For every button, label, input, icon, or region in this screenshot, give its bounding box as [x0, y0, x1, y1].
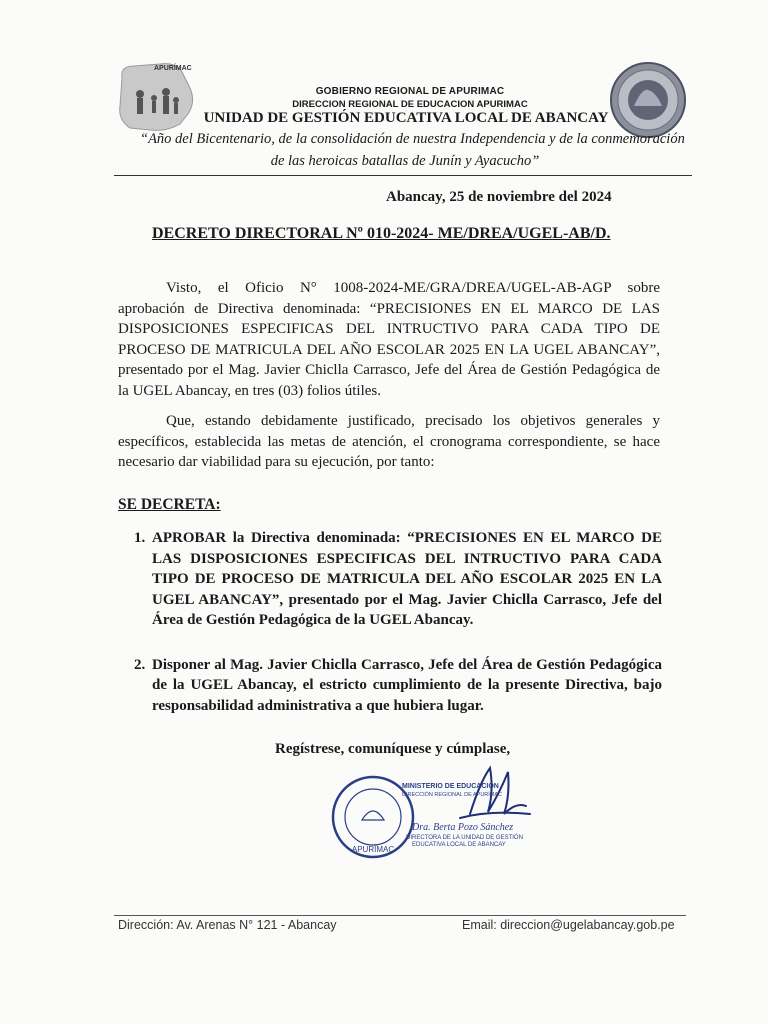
- decree-item: 2. Disponer al Mag. Javier Chiclla Carrasco, Jefe del Área de Gestión Pedagógica de la UGEL Abancay, el estricto cumplimiento de la presente Directiva, bajo responsabilidad administrativa a que hubiera lugar.: [134, 656, 662, 714]
- paragraph-visto: Visto, el Oficio N° 1008-2024-ME/GRA/DREA/UGEL-AB-AGP sobre aprobación de Directiva denominada: “PRECISIONES EN EL MARCO DE LAS DISPOSICIONES ESPECIFICAS DEL INTRUCTIVO PARA CADA TIPO DE PROCESO DE MATRICULA DEL AÑO ESCOLAR 2025 EN LA UGEL ABANCAY”, presentado por el Mag. Javier Chiclla Carrasco, Jefe del Área de Gestión Pedagógica de la UGEL Abancay, en tres (03) folios útiles.: [118, 280, 660, 399]
- signatory-role-line-2: EDUCATIVA LOCAL DE ABANCAY: [412, 842, 506, 848]
- stamp-line-2: DIRECCIÓN REGIONAL DE APURÍMAC: [402, 792, 503, 798]
- decree-item: 1. APROBAR la Directiva denominada: “PRECISIONES EN EL MARCO DE LAS DISPOSICIONES ESPECIFICAS DEL INTRUCTIVO PARA CADA TIPO DE PROCESO DE MATRICULA DEL AÑO ESCOLAR 2025 EN LA UGEL ABANCAY”, presentado por el Mag. Javier Chiclla Carrasco, Jefe del Área de Gestión Pedagógica de la UGEL Abancay.: [134, 530, 662, 628]
- signatory-role-line-1: DIRECTORA DE LA UNIDAD DE GESTIÓN: [406, 835, 523, 841]
- footer-divider: [114, 915, 686, 916]
- decree-items: [118, 528, 662, 740]
- motto-line-2: de las heroicas batallas de Junín y Ayacucho”: [270, 153, 540, 169]
- closing-line: Regístrese, comuníquese y cúmplase,: [275, 741, 511, 757]
- gobierno-regional-heading: GOBIERNO REGIONAL DE APURIMAC: [315, 86, 505, 97]
- decree-title: DECRETO DIRECTORAL Nº 010-2024- ME/DREA/UGEL-AB/D.: [152, 225, 611, 242]
- ugel-emblem-icon: [608, 60, 688, 140]
- header-divider: [114, 175, 692, 176]
- regional-logo-icon: [110, 58, 206, 138]
- motto-line-1: “Año del Bicentenario, de la consolidación de nuestra Independencia y de la conmemoración: [140, 131, 685, 147]
- document-date: Abancay, 25 de noviembre del 2024: [386, 189, 612, 205]
- footer-email: Email: direccion@ugelabancay.gob.pe: [462, 918, 675, 932]
- direccion-regional-heading: DIRECCION REGIONAL DE EDUCACION APURIMAC: [292, 99, 528, 110]
- seal-text: APURÍMAC: [351, 845, 395, 854]
- ugel-heading: UNIDAD DE GESTIÓN EDUCATIVA LOCAL DE ABANCAY: [203, 110, 609, 126]
- footer-address: Dirección: Av. Arenas N° 121 - Abancay: [118, 918, 337, 932]
- logo-text: APURÍMAC: [154, 65, 192, 72]
- paragraph-que: Que, estando debidamente justificado, precisado los objetivos generales y específicos, establecida las metas de atención, el cronograma correspondiente, se hace necesario dar viabilidad para su ejecución, por tanto:: [118, 413, 660, 470]
- signatory-name: Dra. Berta Pozo Sánchez: [412, 822, 514, 833]
- stamp-line-1: MINISTERIO DE EDUCACIÓN: [402, 783, 499, 790]
- se-decreta-heading: SE DECRETA:: [118, 496, 221, 513]
